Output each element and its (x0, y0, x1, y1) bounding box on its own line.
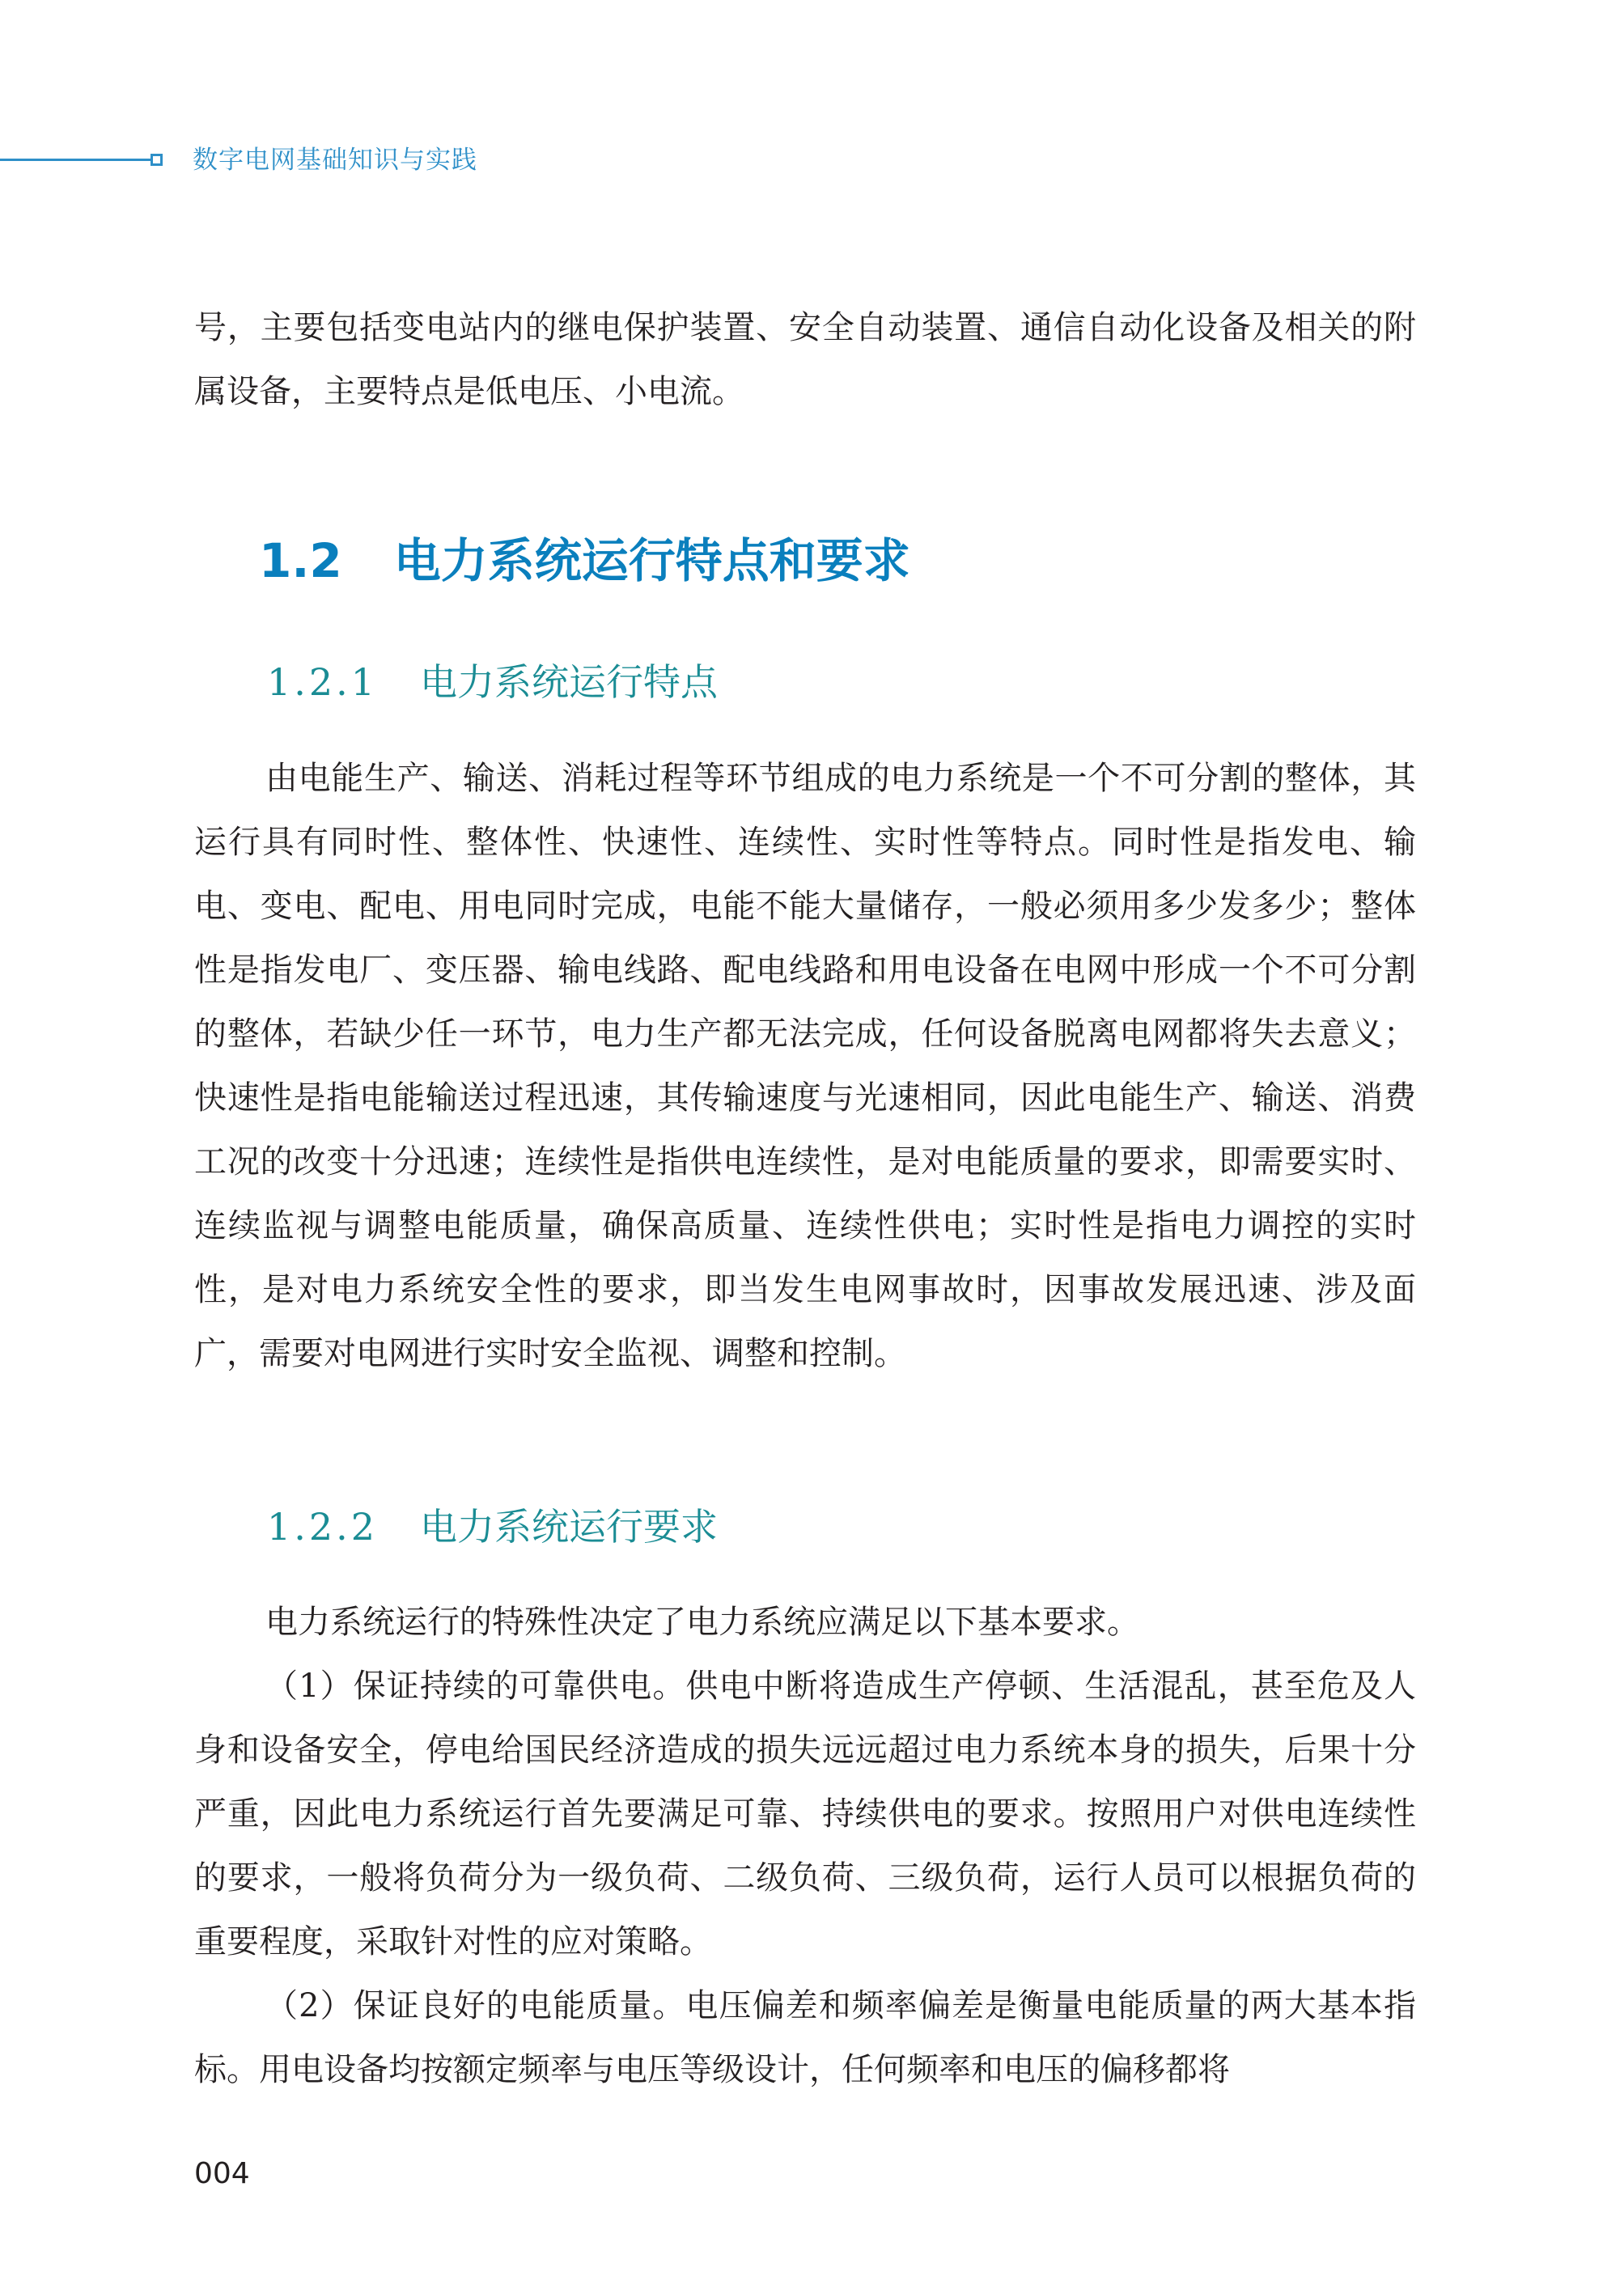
subsection-2-title: 电力系统运行要求 (420, 1505, 719, 1549)
subsection-1-number: 1.2.1 (267, 660, 379, 704)
subsection-heading-2 (267, 1498, 718, 1555)
page-number: 004 (194, 2157, 250, 2190)
intro-text-block (194, 296, 1416, 424)
subsection-1-title: 电力系统运行特点 (420, 660, 719, 704)
subsection-1-body (194, 747, 1416, 1386)
running-head-square-ornament (151, 154, 163, 166)
requirement-item-1: （1）保证持续的可靠供电。供电中断将造成生产停顿、生活混乱，甚至危及人身和设备安全，停电给国民经济造成的损失远远超过电力系统本身的损失，后果十分严重，因此电力系统运行首先要满足可靠、持续供电的要求。按照用户对供电连续性的要求，一般将负荷分为一级负荷、二级负荷、三级负荷，运行人员可以根据负荷的重要程度，采取针对性的应对策略。 (194, 1668, 1416, 1960)
body-paragraph: 由电能生产、输送、消耗过程等环节组成的电力系统是一个不可分割的整体，其运行具有同时性、整体性、快速性、连续性、实时性等特点。同时性是指发电、输电、变电、配电、用电同时完成，电能不能大量储存，一般必须用多少发多少；整体性是指发电厂、变压器、输电线路、配电线路和用电设备在电网中形成一个不可分割的整体，若缺少任一环节，电力生产都无法完成，任何设备脱离电网都将失去意义；快速性是指电能输送过程迅速，其传输速度与光速相同，因此电能生产、输送、消费工况的改变十分迅速；连续性是指供电连续性，是对电能质量的要求，即需要实时、连续监视与调整电能质量，确保高质量、连续性供电；实时性是指电力调控的实时性，是对电力系统安全性的要求，即当发生电网事故时，因事故发展迅速、涉及面广，需要对电网进行实时安全监视、调整和控制。 (194, 760, 1416, 1372)
section-number: 1.2 (259, 533, 342, 588)
body-paragraph: 电力系统运行的特殊性决定了电力系统应满足以下基本要求。 (265, 1604, 1139, 1641)
subsection-heading-1 (267, 654, 718, 710)
subsection-2-body (194, 1591, 1416, 2102)
section-title: 电力系统运行特点和要求 (393, 533, 910, 588)
running-head (0, 138, 518, 186)
subsection-2-number: 1.2.2 (267, 1505, 379, 1549)
book-title: 数字电网基础知识与实践 (193, 146, 477, 175)
intro-paragraph: 号，主要包括变电站内的继电保护装置、安全自动装置、通信自动化设备及相关的附属设备，主要特点是低电压、小电流。 (194, 309, 1416, 410)
running-head-rule (0, 159, 151, 161)
section-heading (259, 524, 910, 597)
requirement-item-2: （2）保证良好的电能质量。电压偏差和频率偏差是衡量电能质量的两大基本指标。用电设备均按额定频率与电压等级设计，任何频率和电压的偏移都将 (194, 1987, 1416, 2088)
